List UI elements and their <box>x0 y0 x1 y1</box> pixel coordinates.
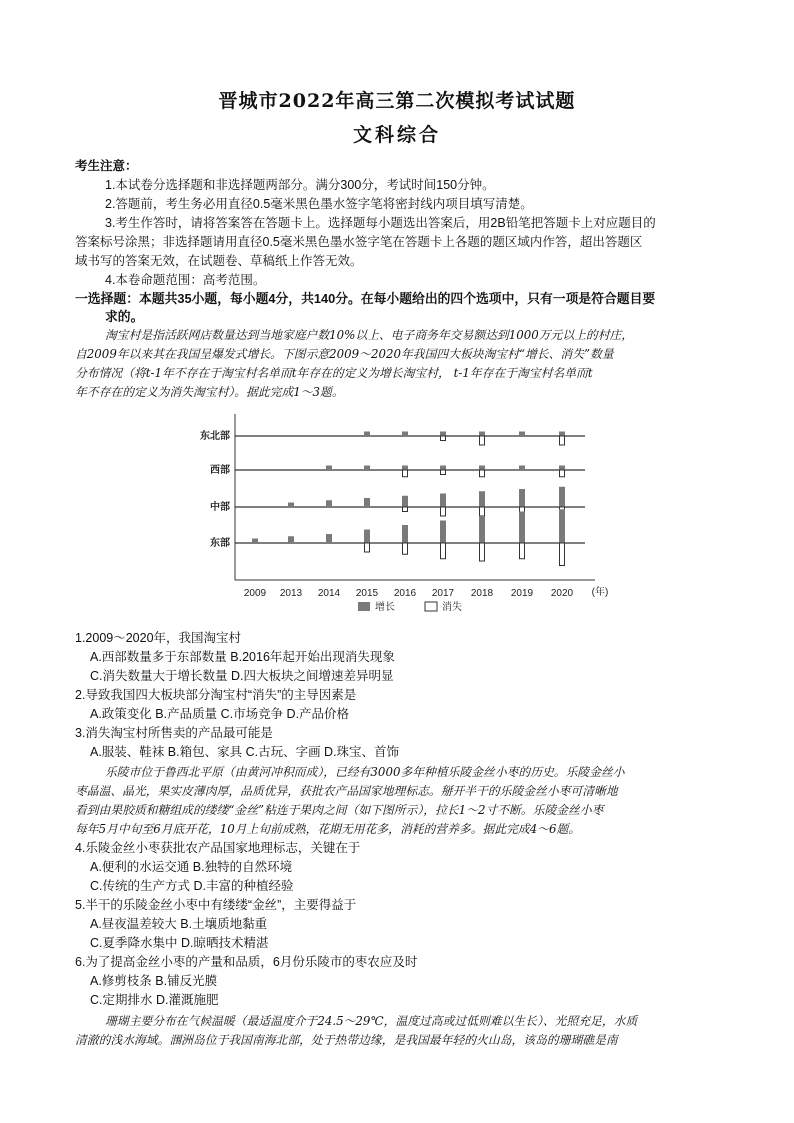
bar-growth <box>440 521 446 544</box>
region-label: 东北部 <box>200 431 230 442</box>
bar-loss <box>441 507 446 516</box>
bar-growth <box>364 466 370 471</box>
bar-growth <box>326 500 332 507</box>
bar-loss <box>365 543 370 552</box>
x-tick-label: 2020 <box>550 588 574 599</box>
passage-line: 看到由果胶质和糖组成的缕缕“金丝”粘连于果肉之间（如下图所示），拉长1～2寸不断。乐陵金丝小枣 <box>75 803 604 817</box>
passage-line: 清澈的浅水海域。涠洲岛位于我国南海北部，处于热带边缘，是我国最年轻的火山岛，该岛的珊瑚礁是南 <box>75 1033 618 1047</box>
x-tick-label: 2019 <box>510 588 534 599</box>
bar-growth <box>559 487 565 507</box>
bar-growth <box>288 536 294 543</box>
bar-growth <box>519 489 525 507</box>
section-heading: 一选择题：本题共35小题，每小题4分，共140分。在每小题给出的四个选项中，只有一项是符合题目要 <box>75 291 656 306</box>
question-stem: 4.乐陵金丝小枣获批农产品国家地理标志，关键在于 <box>75 841 361 855</box>
bar-loss <box>560 436 565 445</box>
bar-growth <box>252 539 258 544</box>
notice-item: 3.考生作答时，请将答案答在答题卡上。选择题每小题选出答案后，用2B铅笔把答题卡上对应题目的 <box>105 216 656 230</box>
question-stem: 5.半干的乐陵金丝小枣中有缕缕“金丝”，主要得益于 <box>75 898 357 912</box>
bar-growth <box>440 432 446 437</box>
passage-line: 分布情况（将t-1年不存在于淘宝村名单而t年存在的定义为增长淘宝村， t-1年存在于淘宝村名单而t <box>75 366 593 380</box>
bar-growth <box>519 512 525 544</box>
passage-line: 枣晶温、晶光，果实皮薄肉厚，品质优异，获批农产品国家地理标志。掰开半干的乐陵金丝小枣可清晰地 <box>75 784 618 798</box>
bar-loss <box>560 543 565 566</box>
question-stem: 6.为了提高金丝小枣的产量和品质，6月份乐陵市的枣农应及时 <box>75 955 418 969</box>
bar-loss <box>441 470 446 475</box>
passage-line: 自2009年以来其在我国呈爆发式增长。下图示意2009～2020年我国四大板块淘宝村“增长、消失”数量 <box>75 347 614 361</box>
passage-line: 年不存在的定义为消失淘宝村）。据此完成1～3题。 <box>75 385 344 399</box>
bar-growth <box>402 432 408 437</box>
question-options: C.夏季降水集中 D.晾晒技术精湛 <box>90 936 269 950</box>
x-tick-label: 2016 <box>393 588 417 599</box>
question-options: A.昼夜温差较大 B.土壤质地黏重 <box>90 917 268 931</box>
bar-growth <box>288 503 294 508</box>
question-options: C.定期排水 D.灌溉施肥 <box>90 993 219 1007</box>
bar-loss <box>480 470 485 477</box>
legend-swatch-growth <box>358 602 370 611</box>
bar-growth <box>559 509 565 543</box>
question-options: A.服装、鞋袜 B.箱包、家具 C.古玩、字画 D.珠宝、首饰 <box>90 745 400 759</box>
legend-label-growth: 增长 <box>375 602 395 613</box>
legend-swatch-loss <box>425 602 437 611</box>
bar-growth <box>559 466 565 471</box>
bar-loss <box>480 543 485 561</box>
x-tick-label: 2017 <box>431 588 455 599</box>
passage-line: 每年5月中旬至6月底开花，10月上旬前成熟，花期无用花多，消耗的营养多。据此完成4～6题。 <box>75 822 581 836</box>
bar-growth <box>519 432 525 437</box>
bar-loss <box>480 436 485 445</box>
notice-item: 域书写的答案无效，在试题卷、草稿纸上作答无效。 <box>75 254 363 268</box>
question-options: A.修剪枝条 B.铺反光膜 <box>90 974 218 988</box>
notice-heading: 考生注意： <box>75 159 138 173</box>
bar-growth <box>559 432 565 437</box>
legend-label-loss: 消失 <box>442 602 462 613</box>
bar-loss <box>403 507 408 512</box>
notice-item: 1.本试卷分选择题和非选择题两部分。满分300分，考试时间150分钟。 <box>105 178 495 192</box>
question-options: C.传统的生产方式 D.丰富的种植经验 <box>90 879 294 893</box>
question-stem: 2.导致我国四大板块部分淘宝村“消失”的主导因素是 <box>75 688 357 702</box>
bar-growth <box>364 498 370 507</box>
bar-growth <box>479 516 485 543</box>
bar-growth <box>326 534 332 543</box>
taobao-village-chart <box>0 400 794 625</box>
bar-growth <box>364 530 370 544</box>
bar-loss <box>520 543 525 559</box>
bar-loss <box>480 507 485 516</box>
passage-line: 珊瑚主要分布在气候温暖（最适温度介于24.5～29℃，温度过高或过低则难以生长）、光照充足，水质 <box>105 1014 638 1028</box>
question-stem: 3.消失淘宝村所售卖的产品最可能是 <box>75 726 273 740</box>
question-options: A.政策变化 B.产品质量 C.市场竞争 D.产品价格 <box>90 707 350 721</box>
x-tick-label: 2015 <box>355 588 379 599</box>
question-options: A.便利的水运交通 B.独特的自然环境 <box>90 860 293 874</box>
bar-growth <box>479 466 485 471</box>
bar-growth <box>479 491 485 507</box>
bar-loss <box>403 470 408 477</box>
bar-loss <box>560 470 565 477</box>
question-stem: 1.2009～2020年，我国淘宝村 <box>75 631 242 645</box>
notice-item: 4.本卷命题范围：高考范围。 <box>105 273 266 287</box>
x-tick-label: 2014 <box>317 588 341 599</box>
region-label: 西部 <box>210 465 230 476</box>
region-label: 中部 <box>210 502 230 513</box>
bar-growth <box>402 496 408 507</box>
bar-growth <box>326 466 332 471</box>
bar-growth <box>402 525 408 543</box>
exam-title: 晋城市2022年高三第二次模拟考试试题 <box>218 90 576 112</box>
bar-growth <box>440 494 446 508</box>
section-heading-cont: 求的。 <box>105 309 144 324</box>
passage-line: 乐陵市位于鲁西北平原（由黄河冲积而成），已经有3000多年种植乐陵金丝小枣的历史。乐陵金丝小 <box>105 765 625 779</box>
bar-loss <box>441 436 446 441</box>
x-tick-label: 2018 <box>470 588 494 599</box>
notice-item: 2.答题前，考生务必用直径0.5毫米黑色墨水签字笔将密封线内项目填写清楚。 <box>105 197 533 211</box>
question-options: A.西部数量多于东部数量 B.2016年起开始出现消失现象 <box>90 650 395 664</box>
bar-growth <box>364 432 370 437</box>
bar-growth <box>519 466 525 471</box>
x-tick-label: 2013 <box>279 588 303 599</box>
region-label: 东部 <box>210 538 230 549</box>
notice-item: 答案标号涂黑；非选择题请用直径0.5毫米黑色墨水签字笔在答题卡上各题的题区域内作答，超出答题区 <box>75 235 643 249</box>
x-axis-unit: (年) <box>591 587 609 598</box>
passage-line: 淘宝村是指活跃网店数量达到当地家庭户数10%以上、电子商务年交易额达到1000万元以上的村庄， <box>105 328 634 342</box>
bar-loss <box>441 543 446 559</box>
x-tick-label: 2009 <box>243 588 267 599</box>
exam-subtitle: 文科综合 <box>352 124 441 146</box>
question-options: C.消失数量大于增长数量 D.四大板块之间增速差异明显 <box>90 669 394 683</box>
bar-growth <box>402 466 408 471</box>
bar-growth <box>479 432 485 437</box>
bar-growth <box>440 466 446 471</box>
bar-loss <box>403 543 408 554</box>
